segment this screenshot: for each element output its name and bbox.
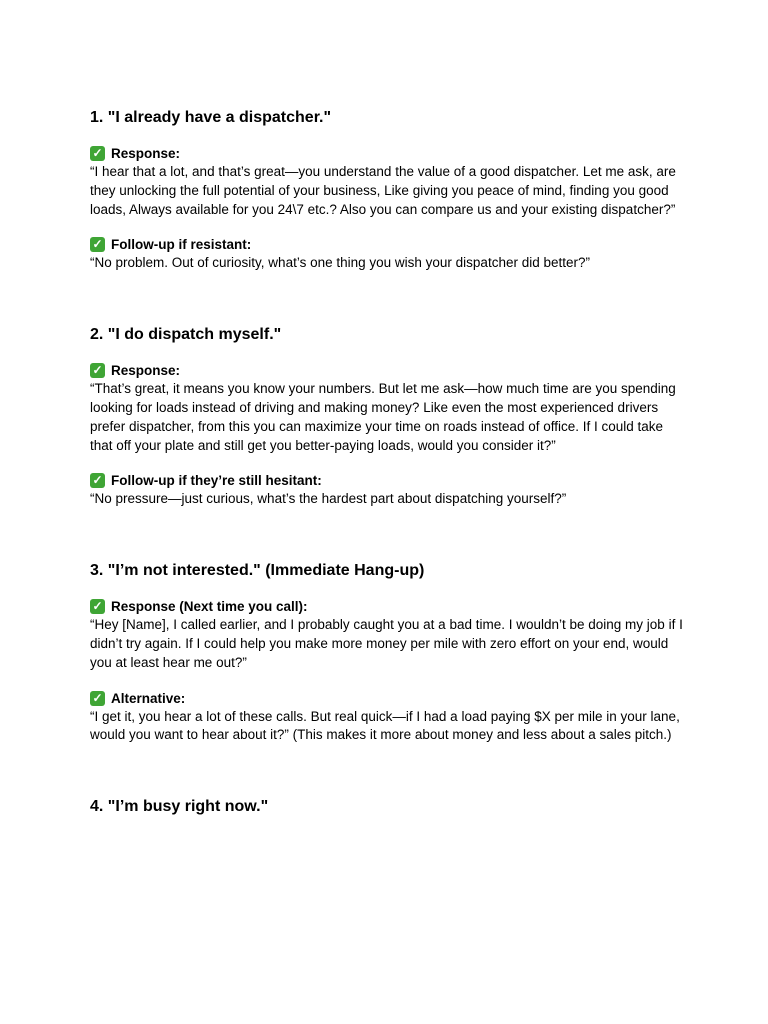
follow-up-block [90,235,708,273]
block-text: “Hey [Name], I called earlier, and I probably caught you at a bad time. I wouldn’t be doing my job if I didn’t try again. If I could help you make more money per mile with zero effort on your end, would you at least hear me out?” [90,617,683,670]
check-mark-icon: ✓ [90,146,105,161]
check-mark-icon: ✓ [90,691,105,706]
alternative-block [90,689,708,746]
objection-section [90,325,708,509]
block-label-line [90,361,708,380]
response-block [90,597,708,672]
block-label: Follow-up if resistant: [111,237,252,253]
block-label-line [90,235,708,254]
block-label-line [90,144,708,163]
block-text: “I get it, you hear a lot of these calls. But real quick—if I had a load paying $X per mile in your lane, would you want to hear about it?” (This makes it more about money and less about a sales pitch.) [90,708,680,743]
block-text: “No problem. Out of curiosity, what’s one thing you wish your dispatcher did better?” [90,255,590,271]
section-heading: 4. "I’m busy right now." [90,798,269,816]
block-label: Response: [111,363,181,379]
section-heading: 3. "I’m not interested." (Immediate Hang-up) [90,562,425,580]
block-label: Response (Next time you call): [111,599,308,615]
check-mark-icon: ✓ [90,363,105,378]
block-label: Alternative: [111,690,186,706]
block-label-line [90,471,708,490]
block-label-line [90,597,708,616]
block-text: “I hear that a lot, and that’s great—you understand the value of a good dispatcher. Let me ask, are they unlocking the full potential of your business, Like giving you peace of mind, finding you good loads, Always available for you 24\7 etc.? Also you can compare us and your existing dispatcher?” [90,164,676,217]
check-mark-icon: ✓ [90,237,105,252]
objection-section [90,561,708,745]
block-text: “No pressure—just curious, what’s the hardest part about dispatching yourself?” [90,491,567,507]
check-mark-icon: ✓ [90,599,105,614]
objection-section [90,108,708,273]
response-block [90,144,708,219]
response-block [90,361,708,455]
objection-section [90,797,708,817]
block-label-line [90,689,708,708]
section-heading: 1. "I already have a dispatcher." [90,109,332,126]
follow-up-block [90,471,708,509]
block-text: “That’s great, it means you know your numbers. But let me ask—how much time are you spending looking for loads instead of driving and making money? Like even the most experienced drivers prefer dispatcher, from this you can maximize your time on roads instead of office. If I could take that off your plate and still get you better-paying loads, would you consider it?” [90,381,676,453]
check-mark-icon: ✓ [90,473,105,488]
section-heading: 2. "I do dispatch myself." [90,326,282,344]
block-label: Follow-up if they’re still hesitant: [111,473,322,489]
block-label: Response: [111,146,181,161]
